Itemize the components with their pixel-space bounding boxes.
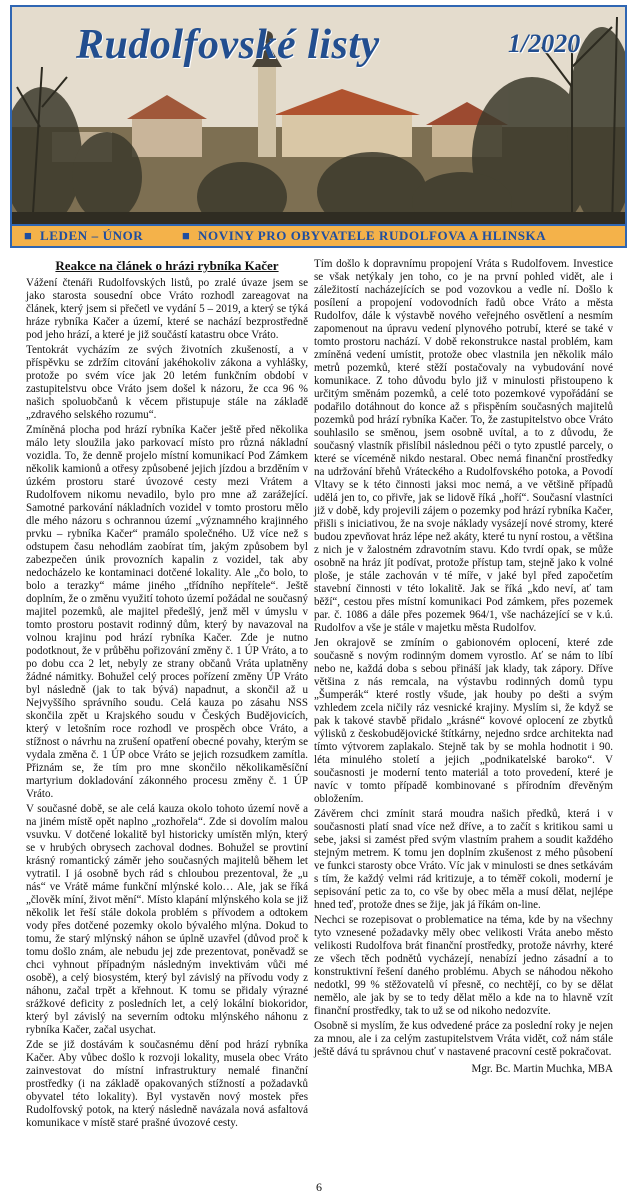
banner-marker: ■ xyxy=(182,228,191,243)
banner-tagline: NOVINY PRO OBYVATELE RUDOLFOVA A HLINSKA xyxy=(198,228,547,243)
article-paragraph: Nechci se rozepisovat o problematice na téma, kde by na všechny tyto vznesené požadavky měly obec velikosti Vráta anebo město velikosti Rudolfova brát finanční prostředky, protože návrhy, které ze všech těch podnětů vycházejí, nenabízí jedno zásadní a to konstruktivní řešení daného problému. Abych se náhodou někoho nedotkl, 99 % stěžovatelů ví přesně, co nechtějí, co by se dělat nemělo, ale jak by se to tedy dělat mělo a kde na to hlavně vzít finanční prostředky, tak to už se od nikoho nedozvíte. xyxy=(314,914,613,1017)
article-column-right xyxy=(314,258,613,1076)
masthead-title: Rudolfovské listy xyxy=(76,22,380,68)
article-title: Reakce na článek o hrázi rybníka Kačer xyxy=(55,258,279,273)
banner-marker: ■ xyxy=(24,228,33,243)
issue-number: 1/2020 xyxy=(508,29,581,58)
article-column-left xyxy=(26,258,308,1132)
article-paragraph: Zde se již dostávám k současnému dění pod hrází rybníka Kačer. Aby vůbec došlo k rozvoji lokality, musela obec Vráto zainvestovat do místní infrastruktury nemalé finanční prostředky (i na základě opakovaných stížností a požadavků obyvatel této lokality). Byl vystavěn nový mostek přes Rudolfovský potok, na který následně navázala nová asfaltová komunikace v místě staré prašné úvozové cesty. xyxy=(26,1039,308,1129)
masthead-banner xyxy=(12,224,625,246)
article-paragraph: Osobně si myslím, že kus odvedené práce za poslední roky je nejen za mnou, ale i za celým zastupitelstvem Vráta vidět, což nám stále ještě dává tu správnou chuť v nastavené pracovní cestě pokračovat. xyxy=(314,1020,613,1058)
article-paragraph: Závěrem chci zmínit stará moudra našich předků, která i v současnosti platí snad více než dříve, a to začít s kritikou sami u sebe, jaksi si zamést před svým vlastním prahem a soudit každého stejným metrem. K tomu jen doplním zkušenost z mého působení ve funkci starosty obce Vráto. Víc jak v minulosti se dnes setkávám s tím, že každý velmi rád kritizuje, a to téměř cokoli, moderní je sepisování petic za to, co vše by obec měla a musí dělat, nejlépe hned teď, protože dnes se žije, jak já říkám on-line. xyxy=(314,808,613,911)
page-number: 6 xyxy=(316,1180,322,1194)
article-paragraph: Jen okrajově se zmíním o gabionovém oplocení, které zde současně s novým rodinným domem vyrostlo. Ať se nám to líbí nebo ne, každá doba s sebou přináší jak klady, tak zápory. Dříve většina z nás remcala, na výstavbu rodinných domů typu „Šumperák“ které rostly všude, jak houby po dešti a svým vzhledem zcela ničily ráz vesnické krajiny. Myslím si, že když se pak k takové stavbě přidalo „krásné“ kovové oplocení ze zbytků výlisků z českobudějovické štítkárny, nejedno srdce architekta nad tímto výtvorem zaplakalo. Stejně tak by se mohla hodnotit i 90. léta minulého století a jejich „podnikatelské baroko“. V současnosti je moderní tento materiál a toto provedení, které je navíc v tomto případě kombinované s přírodním dřevěným obložením. xyxy=(314,637,613,805)
article-author: Mgr. Bc. Martin Muchka, MBA xyxy=(471,1063,613,1075)
article-paragraph: Vážení čtenáři Rudolfovských listů, po zralé úvaze jsem se jako starosta sousední obce Vráto rozhodl zareagovat na článek, který jsem si přečetl ve vydání 5 – 2019, a který se týká hráze rybníka Kačer a území, které se nachází bezprostředně pod jeho hrází, a které je již součástí katastru obce Vráto. xyxy=(26,277,308,341)
article-paragraph: V současné době, se ale celá kauza okolo tohoto území nově a na jiném místě opět naplno „rozhořela“. Zde si dovolím malou vsuvku. V dotčené lokalitě byl historicky umístěn mlýn, který se v hrubých obrysech zachoval dodnes. Bohužel se provtiní krásný romantický záměr jeho současných majitelů během let vytratil. I já osobně bych rád s chloubou prezentoval, že „u nás“ ve Vrátě máme funkční mlýnské kolo… Ale, jak se říká „člověk míní, život mění“. Místo klapání mlýnského kola se již několik let řeší stále dokola problém s přívodem a odtokem vody přes dotčené pozemky okolo bývalého mlýna. Dokud to tomu, že starý mlýnský náhon se úplně uzavřel (důvod proč k tomu došlo znám, ale nebudu jej zde prezentovat, poněvadž se chci vyhnout případným následným invektivám vůči mé osobě), a celý biosystém, který byl závislý na přívodu vody z náhonu, začal trpět a křehnout. K tomu se přidaly výrazné srážkové deficity z posledních let, a celý lokální biokoridor, který byl závislý na severním odtoku mlýnského náhonu z rybníka Kačer, začal usychat. xyxy=(26,803,308,1036)
article-paragraph: Tentokrát vycházím ze svých životních zkušeností, a v příspěvku se zdržím citování jakéhokoliv zákona a vyhlášky, protože po svém více jak 20 letém funkčním období v zastupitelstvu obce Vráto jsem došel k názoru, že cca 96 % našich spoluobčanů k věcem přistupuje stále na základě „zdravého selského rozumu“. xyxy=(26,344,308,421)
masthead xyxy=(10,5,627,248)
article-paragraph: Zmíněná plocha pod hrází rybníka Kačer ještě před několika málo lety sloužila jako parkovací místo pro různá nákladní vozidla. To, že denně projelo místní komunikací Pod Zámkem několik kamionů a otřesy způsobené jejich jízdou a brzděním v úzkém prostoru staré úvozové cesty mezi Vrátem a Rudolfovem nikomu nevadilo, bylo pro mne až zarážející. Samotné parkování nákladních vozidel v tomto prostoru mělo dle mého názoru s ochrannou území „významného krajinného prvku – rybníka Kačer“ pramálo společného. Už více než s odstupem času nehodlám zaobírat tím, jakým způsobem byl zabezpečen únik provozních kapalin z vozidel, tak aby nedocházelo ke kontaminaci dotčené lokality. Ale „čo bolo, to bolo a terazky“ máme jiného „třídního nepřítele“. Ještě doplním, že o změnu využití tohoto území požádal ne současný majitel pozemků, ale majitel předešlý, jenž měl v úmyslu v tomto prostoru postavit rodinný dům, který by navazoval na volnou krajinu pod hrází rybníka Kačer. Zde je nutno podotknout, že v průběhu pořizování změny č. 1 ÚP Vráto, a to po dobu cca 2 let, nebyly ze strany občanů Vráta uplatněny žádné námitky. Bohužel celý proces pořízení změny ÚP Vráto byl následně (jak to tak bývá) napadnut, a skončil až u Nejvyššího správního soudu. Celá kauza po zásahu NSS skončila zpět u Krajského soudu v Českých Budějovicích, který v letošním roce rozhodl ve prospěch obce Vráto, a stížnost o návrhu na zrušení opatření obecné povahy, kterým se vydala změna č. 1 ÚP obce Vráto se jejich rozsudkem zamítla. Přiznám se, že tím pro mne skončilo několikaměsíční martyrium dokladování zákonného procesu změny č. 1 ÚP Vráto. xyxy=(26,424,308,800)
banner-months: LEDEN – ÚNOR xyxy=(40,228,144,243)
article-paragraph: Tím došlo k dopravnímu propojení Vráta s Rudolfovem. Investice se však netýkaly jen toho, co je na první pohled vidět, ale i záležitostí nacházejících se pod vozovkou a vedle ní. Došlo k posílení a propojení vodovodních řadů obce Vráto a města Rudolfov, dále k výstavbě nového veřejného osvětlení a nesmím zapomenout na úpravu vedení plynového potrubí, které se také v tomto prostoru nachází. V době rekonstrukce nastal problém, kam zmíněná vedení umístit, protože obec vlastnila jen několik málo metrů pozemků, které stěží postačovaly na vybudování nové komunikace. Z toho důvodu bylo již v minulosti přistoupeno k určitým směnám pozemků, a celé toto pozemkové vypořádání se podařilo dotáhnout do konce až s přispěním současných majitelů pozemků pod hrází rybníka Kačer. To, že zastupitelstvo obce Vráto souhlasilo se směnou, jsem osobně uvítal, a to z důvodu, že současný vlastník přislíbil následnou péči o tyto zpustlé parcely, o které se víceméně nikdo nestaral. Obec nemá finanční prostředky na udržování břehů Vráteckého a Rudolfovského potoka, a Povodí Vltavy se k této činnosti jaksi moc nemá, a ve většině případů udělá jen to, co přivře, jak se lidově říká „hoří“. Současní vlastníci již v době, kdy projevili zájem o pozemky pod hrází rybníka Kačer, přišli s iniciativou, že na svoje náklady vysázejí nové stromy, které budou zpevňovat hráz lépe než akáty, které tu nyní rostou, a většina z nich je v žalostném zdravotním stavu. Kdo tvrdí opak, se může osobně na hráz jít podívat, protože přístup tam, stejně jako k volné ploše, je stále zachován v té míře, v jaké byl před započetím stavební činnosti v této lokalitě. Jak se říká „kdo neví, ať tam běží“, cestou přes místní komunikaci Pod zámkem, přes pozemek par. č. 1086 a dále přes pozemek 964/1, vše nacházející se v k.ú. Rudolfov a vše je stále v majetku města Rudolfov. xyxy=(314,258,613,634)
